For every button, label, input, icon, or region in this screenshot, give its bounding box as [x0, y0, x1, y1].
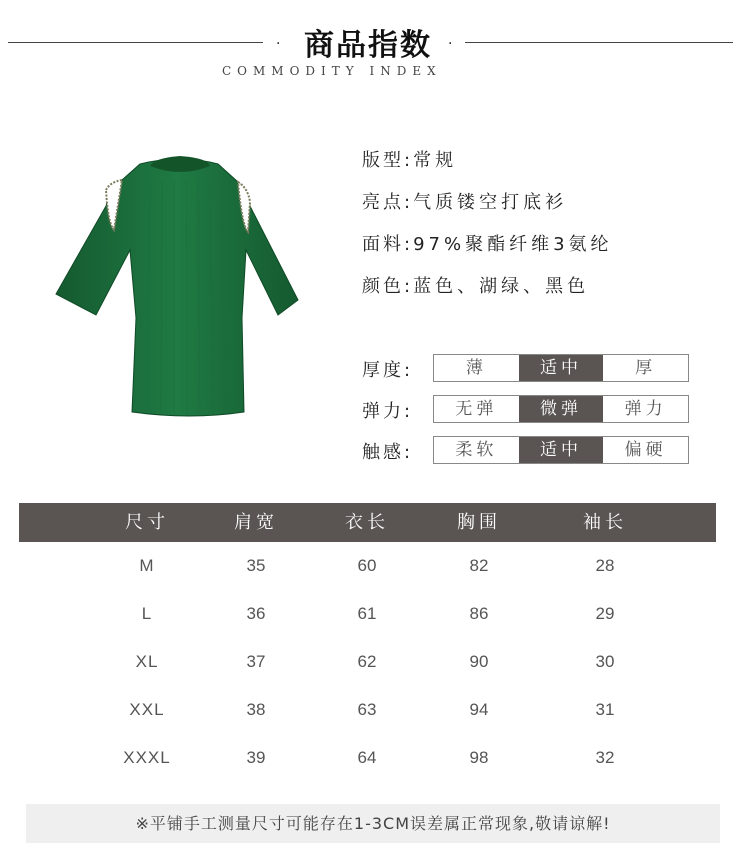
thickness-scale — [433, 354, 689, 382]
elasticity-option-none: 无弹 — [455, 399, 498, 419]
table-row — [19, 734, 716, 782]
attr-value: 蓝色、湖绿、黑色 — [413, 276, 590, 297]
attr-row-color — [362, 272, 613, 314]
elasticity-option-slight: 微弹 — [519, 396, 604, 422]
cell-length: 61 — [357, 604, 377, 623]
attr-key: 版型: — [362, 150, 414, 171]
attr-value: 常规 — [413, 150, 458, 171]
touch-scale — [433, 436, 689, 464]
cell-size: XXXL — [123, 748, 171, 767]
cell-bust: 90 — [469, 652, 489, 671]
table-row — [19, 638, 716, 686]
touch-label: 触感: — [362, 442, 414, 463]
column-header-length: 衣长 — [345, 512, 389, 533]
header-dot-left: · — [276, 36, 281, 52]
touch-option-hard: 偏硬 — [624, 440, 667, 460]
cell-sleeve: 31 — [595, 700, 615, 719]
product-attributes — [362, 146, 613, 314]
attr-row-fit — [362, 146, 613, 188]
attr-key: 面料: — [362, 234, 414, 255]
cell-sleeve: 29 — [595, 604, 615, 623]
header-rule-left — [8, 42, 263, 43]
attr-value: 97%聚酯纤维3氨纶 — [413, 234, 613, 255]
attr-row-highlight — [362, 188, 613, 230]
cell-bust: 94 — [469, 700, 489, 719]
cell-shoulder: 36 — [246, 604, 266, 623]
touch-option-medium: 适中 — [519, 437, 604, 463]
column-header-sleeve: 袖长 — [583, 512, 627, 533]
elasticity-label: 弹力: — [362, 401, 414, 422]
column-header-shoulder: 肩宽 — [234, 512, 278, 533]
thickness-option-medium: 适中 — [519, 355, 604, 381]
attr-row-fabric — [362, 230, 613, 272]
cell-size: XXL — [129, 700, 165, 719]
cell-size: XL — [135, 652, 159, 671]
size-table-header — [19, 503, 716, 542]
cell-size: M — [139, 556, 155, 575]
table-row — [19, 542, 716, 590]
green-knit-top-image — [50, 150, 310, 430]
page-subtitle: COMMODITY INDEX — [222, 64, 442, 78]
column-header-bust: 胸围 — [457, 512, 501, 533]
thickness-option-thick: 厚 — [635, 358, 657, 378]
attr-key: 颜色: — [362, 276, 414, 297]
attr-key: 亮点: — [362, 192, 414, 213]
cell-shoulder: 38 — [246, 700, 266, 719]
cell-length: 64 — [357, 748, 377, 767]
thickness-option-thin: 薄 — [465, 358, 487, 378]
cell-sleeve: 28 — [595, 556, 615, 575]
touch-option-soft: 柔软 — [455, 440, 498, 460]
elasticity-scale — [433, 395, 689, 423]
elasticity-option-stretch: 弹力 — [624, 399, 667, 419]
cell-size: L — [141, 604, 153, 623]
cell-shoulder: 35 — [246, 556, 266, 575]
cell-length: 62 — [357, 652, 377, 671]
cell-bust: 98 — [469, 748, 489, 767]
header — [0, 0, 750, 100]
header-dot-right: · — [448, 36, 453, 52]
measurement-note: ※平铺手工测量尺寸可能存在1-3CM误差属正常现象,敬请谅解! — [26, 804, 720, 843]
cell-length: 60 — [357, 556, 377, 575]
header-rule-right — [465, 42, 733, 43]
cell-shoulder: 37 — [246, 652, 266, 671]
size-table — [19, 503, 716, 782]
cell-sleeve: 30 — [595, 652, 615, 671]
cell-bust: 86 — [469, 604, 489, 623]
column-header-size: 尺寸 — [125, 512, 169, 533]
cell-shoulder: 39 — [246, 748, 266, 767]
table-row — [19, 686, 716, 734]
table-row — [19, 590, 716, 638]
cell-bust: 82 — [469, 556, 489, 575]
attr-value: 气质镂空打底衫 — [413, 192, 568, 213]
thickness-label: 厚度: — [362, 360, 414, 381]
page-title: 商品指数 — [304, 28, 432, 63]
cell-sleeve: 32 — [595, 748, 615, 767]
cell-length: 63 — [357, 700, 377, 719]
